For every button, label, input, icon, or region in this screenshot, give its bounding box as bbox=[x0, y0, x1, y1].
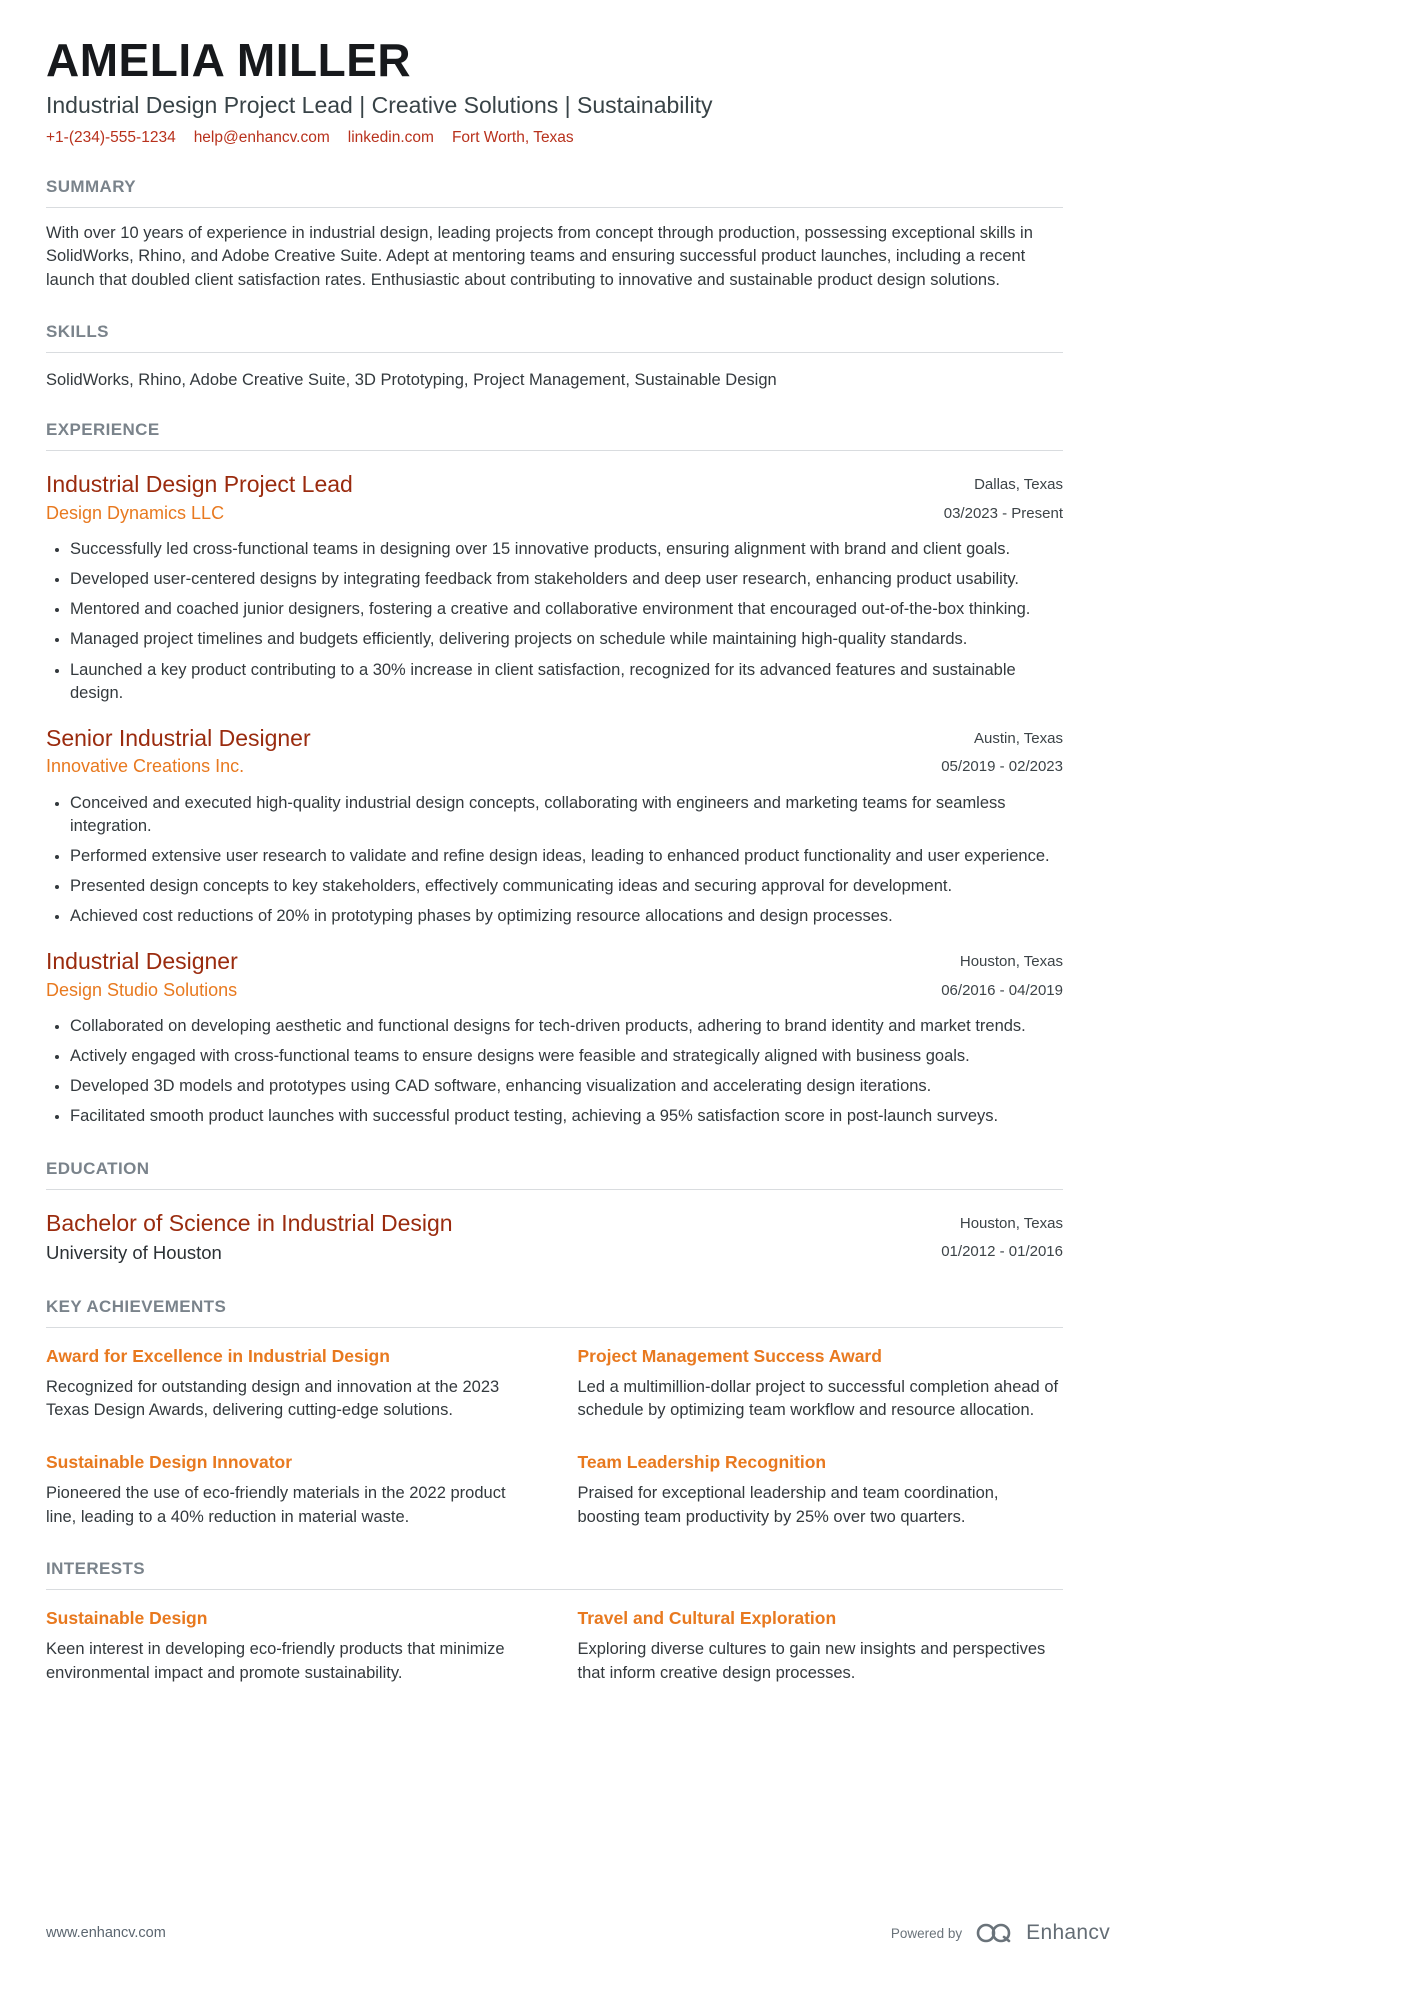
job-location: Austin, Texas bbox=[974, 729, 1063, 747]
achievement-card bbox=[46, 1346, 532, 1423]
achievement-title: Project Management Success Award bbox=[577, 1345, 882, 1366]
job-bullets bbox=[46, 1015, 1063, 1128]
job-dates: 06/2016 - 04/2019 bbox=[941, 981, 1063, 999]
contact-phone-link[interactable]: +1-(234)-555-1234 bbox=[46, 128, 176, 146]
job-bullets bbox=[46, 538, 1063, 705]
summary-text: With over 10 years of experience in industrial design, leading projects from concept through production, possessing exceptional skills in SolidWorks, Rhino, and Adobe Creative Suite. Adept at mentoring teams and ensuring successful product launches, including a recent launch that doubled client satisfaction rates. Enthusiastic about contributing to innovative and sustainable product design solutions. bbox=[46, 223, 1033, 289]
job-header bbox=[46, 725, 1063, 782]
contact-linkedin-link[interactable]: linkedin.com bbox=[347, 128, 434, 146]
enhancv-wordmark: Enhancv bbox=[1026, 1921, 1110, 1944]
education-entry bbox=[46, 1210, 1063, 1267]
job-title: Senior Industrial Designer bbox=[46, 724, 311, 751]
education-section-heading: EDUCATION bbox=[46, 1159, 1063, 1190]
interests-section-heading: INTERESTS bbox=[46, 1559, 1063, 1590]
job-entry bbox=[46, 725, 1063, 928]
candidate-name: AMELIA MILLER bbox=[46, 34, 412, 86]
achievement-text: Led a multimillion-dollar project to successful completion ahead of schedule by optimizing team workflow and resource allocation. bbox=[577, 1377, 1059, 1419]
education-header-left bbox=[46, 1210, 453, 1264]
achievement-text: Pioneered the use of eco-friendly materials in the 2022 product line, leading to a 40% reduction in material waste. bbox=[46, 1484, 506, 1526]
bullet-item: • Presented design concepts to key stakeholders, effectively communicating ideas and securing approval for development. bbox=[70, 875, 1063, 898]
job-entry bbox=[46, 471, 1063, 705]
job-header-left bbox=[46, 948, 238, 1000]
education-dates: 01/2012 - 01/2016 bbox=[941, 1243, 1063, 1261]
achievement-title: Award for Excellence in Industrial Design bbox=[46, 1345, 390, 1366]
interest-card bbox=[578, 1608, 1064, 1685]
job-header bbox=[46, 471, 1063, 528]
education-header bbox=[46, 1210, 1063, 1267]
job-title: Industrial Designer bbox=[46, 948, 238, 975]
bullet-item: • Performed extensive user research to validate and refine design ideas, leading to enhanced product functionality and user experience. bbox=[70, 845, 1063, 868]
job-company: Design Studio Solutions bbox=[46, 979, 238, 1000]
powered-by bbox=[891, 1921, 1110, 1945]
achievement-card bbox=[578, 1452, 1064, 1529]
resume-content bbox=[46, 36, 1063, 1685]
header bbox=[46, 36, 1063, 147]
achievements-section-heading: KEY ACHIEVEMENTS bbox=[46, 1297, 1063, 1328]
contact-email-link[interactable]: help@enhancv.com bbox=[193, 128, 330, 146]
degree-title: Bachelor of Science in Industrial Design bbox=[46, 1209, 453, 1236]
interest-title: Sustainable Design bbox=[46, 1608, 208, 1629]
job-meta bbox=[941, 948, 1063, 1005]
footer-site-link[interactable]: www.enhancv.com bbox=[46, 1925, 166, 1941]
bullet-item: • Facilitated smooth product launches with successful product testing, achieving a 95% satisfaction score in post-launch surveys. bbox=[70, 1105, 1063, 1128]
achievement-text: Praised for exceptional leadership and team coordination, boosting team productivity by 25% over two quarters. bbox=[577, 1484, 999, 1526]
job-entry bbox=[46, 948, 1063, 1128]
interest-title: Travel and Cultural Exploration bbox=[577, 1608, 837, 1629]
achievement-card bbox=[578, 1346, 1064, 1423]
achievement-title: Sustainable Design Innovator bbox=[46, 1452, 293, 1473]
achievement-card bbox=[46, 1452, 532, 1529]
enhancv-logo-icon bbox=[974, 1922, 1014, 1944]
bullet-item: • Collaborated on developing aesthetic and functional designs for tech-driven products, adhering to brand identity and market trends. bbox=[70, 1015, 1063, 1038]
bullet-item: • Launched a key product contributing to a 30% increase in client satisfaction, recognized for its advanced features and sustainable design. bbox=[70, 659, 1063, 705]
job-dates: 05/2019 - 02/2023 bbox=[941, 758, 1063, 776]
job-bullets bbox=[46, 792, 1063, 928]
interest-card bbox=[46, 1608, 532, 1685]
bullet-item: • Developed 3D models and prototypes using CAD software, enhancing visualization and accelerating design iterations. bbox=[70, 1075, 1063, 1098]
achievements-grid bbox=[46, 1346, 1063, 1530]
education-location: Houston, Texas bbox=[959, 1214, 1063, 1232]
bullet-item: • Actively engaged with cross-functional teams to ensure designs were feasible and strategically aligned with business goals. bbox=[70, 1045, 1063, 1068]
job-header-left bbox=[46, 471, 353, 523]
footer bbox=[46, 1921, 1110, 1945]
education-meta bbox=[941, 1210, 1063, 1267]
job-location: Houston, Texas bbox=[959, 953, 1063, 971]
job-dates: 03/2023 - Present bbox=[943, 504, 1063, 522]
achievement-text: Recognized for outstanding design and innovation at the 2023 Texas Design Awards, delivering cutting-edge solutions. bbox=[46, 1377, 500, 1419]
school-name: University of Houston bbox=[46, 1242, 222, 1263]
skills-text: SolidWorks, Rhino, Adobe Creative Suite, 3D Prototyping, Project Management, Sustainable Design bbox=[46, 371, 777, 390]
summary-section-heading: SUMMARY bbox=[46, 177, 1063, 208]
job-meta bbox=[944, 471, 1063, 528]
bullet-item: • Mentored and coached junior designers, fostering a creative and collaborative environment that encouraged out-of-the-box thinking. bbox=[70, 598, 1063, 621]
job-meta bbox=[941, 725, 1063, 782]
job-location: Dallas, Texas bbox=[974, 476, 1063, 494]
bullet-item: • Conceived and executed high-quality industrial design concepts, collaborating with engineers and marketing teams for seamless integration. bbox=[70, 792, 1063, 838]
skills-section-heading: SKILLS bbox=[46, 322, 1063, 353]
job-header-left bbox=[46, 725, 311, 777]
bullet-item: • Successfully led cross-functional teams in designing over 15 innovative products, ensuring alignment with brand and client goals. bbox=[70, 538, 1063, 561]
bullet-item: • Achieved cost reductions of 20% in prototyping phases by optimizing resource allocations and design processes. bbox=[70, 905, 1063, 928]
bullet-item: • Managed project timelines and budgets efficiently, delivering projects on schedule while maintaining high-quality standards. bbox=[70, 628, 1063, 651]
interest-text: Keen interest in developing eco-friendly products that minimize environmental impact and promote sustainability. bbox=[46, 1640, 505, 1682]
job-company: Design Dynamics LLC bbox=[46, 502, 225, 523]
experience-section-heading: EXPERIENCE bbox=[46, 420, 1063, 451]
candidate-title: Industrial Design Project Lead | Creative Solutions | Sustainability bbox=[46, 92, 713, 119]
bullet-item: • Developed user-centered designs by integrating feedback from stakeholders and deep user research, enhancing product usability. bbox=[70, 568, 1063, 591]
interests-grid bbox=[46, 1608, 1063, 1685]
interest-text: Exploring diverse cultures to gain new insights and perspectives that inform creative design processes. bbox=[577, 1640, 1046, 1682]
contact-row bbox=[46, 129, 1063, 147]
job-header bbox=[46, 948, 1063, 1005]
job-company: Innovative Creations Inc. bbox=[46, 756, 245, 777]
job-title: Industrial Design Project Lead bbox=[46, 471, 353, 498]
powered-by-label: Powered by bbox=[890, 1925, 963, 1941]
achievement-title: Team Leadership Recognition bbox=[577, 1452, 827, 1473]
contact-location: Fort Worth, Texas bbox=[451, 128, 574, 146]
